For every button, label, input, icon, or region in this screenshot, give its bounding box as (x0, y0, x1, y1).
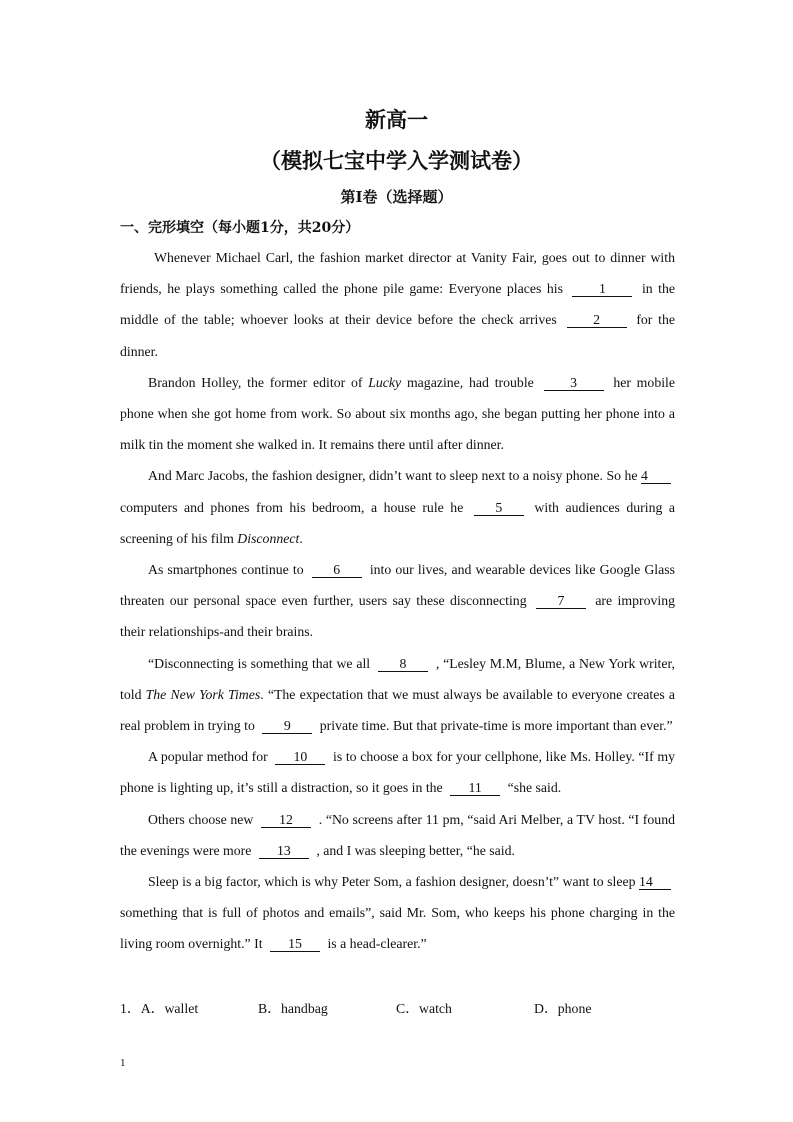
blank-10: 10 (275, 749, 325, 765)
option-b: B．handbag (258, 1001, 328, 1016)
text: private time. But that private-time is more important than ever.” (319, 718, 673, 734)
text: . “No screens after 11 pm, “said Ari Melber, a TV host. “I found the evenings were more (120, 811, 675, 858)
page-number: 1 (120, 1057, 126, 1069)
blank-14: 14 (639, 874, 671, 890)
text: . (299, 530, 303, 546)
text: . “The expectation that we must always be available to everyone creates a real problem in trying to (120, 686, 675, 734)
text: her mobile phone when she got home from work. So about six months ago, she began putting her phone into a milk tin the moment she walked in. It remains there until after dinner. (120, 374, 676, 453)
paragraph-6 (120, 741, 675, 803)
text: “Disconnecting is something that we all (148, 655, 371, 671)
blank-3: 3 (544, 375, 604, 391)
blank-13: 13 (259, 843, 309, 859)
blank-12: 12 (261, 812, 311, 828)
text: , and I was sleeping better, “he said. (316, 842, 515, 858)
text: Others choose new (148, 811, 254, 827)
text: , “Lesley M.M, Blume, a New York writer, told (120, 655, 676, 702)
blank-9: 9 (262, 718, 312, 734)
page-title: 新高一 (365, 107, 428, 132)
blank-4: 4 (641, 468, 671, 484)
page-subtitle: （模拟七宝中学入学测试卷） (260, 148, 533, 173)
blank-2: 2 (567, 312, 627, 328)
paragraph-3 (120, 460, 675, 554)
option-d: D．phone (534, 1001, 592, 1016)
text: is to choose a box for your cellphone, like Ms. Holley. “If my phone is lighting up, it’s still a distraction, so it goes in the (120, 749, 675, 796)
blank-5: 5 (474, 500, 524, 516)
blank-7: 7 (536, 593, 586, 609)
blank-8: 8 (378, 656, 428, 672)
text: for the dinner. (120, 312, 676, 359)
paragraph-4 (120, 554, 675, 648)
blank-1: 1 (572, 281, 632, 297)
paragraph-5 (120, 648, 675, 742)
paragraph-7 (120, 804, 675, 866)
text: magazine, had trouble (406, 374, 534, 390)
option-c: C．watch (396, 1001, 452, 1016)
part-heading: 第I卷（选择题） (340, 188, 453, 206)
text: A popular method for (148, 749, 268, 765)
text: with audiences during a screening of his film (120, 499, 676, 546)
blank-15: 15 (270, 936, 320, 952)
cloze-passage (120, 242, 675, 960)
text: Brandon Holley, the former editor of (148, 374, 363, 390)
paragraph-1 (120, 242, 675, 367)
text: in the middle of the table; whoever looks at their device before the check arrives (120, 281, 675, 328)
text: computers and phones from his bedroom, a house rule he (120, 499, 464, 515)
text: “she said. (507, 780, 562, 796)
text: are improving their relationships-and their brains. (120, 593, 675, 640)
text: And Marc Jacobs, the fashion designer, didn’t want to sleep next to a noisy phone. So he (148, 468, 638, 484)
paragraph-8 (120, 866, 675, 960)
newspaper-name: The New York Times (145, 686, 261, 702)
blank-6: 6 (312, 562, 362, 578)
section-heading: 一、完形填空（每小题1分，共20分） (120, 220, 360, 236)
text: Sleep is a big factor, which is why Peter Som, a fashion designer, doesn’t” want to sleep (148, 874, 636, 890)
text: is a head-clearer.” (327, 936, 427, 952)
text: something that is full of photos and emails”, said Mr. Som, who keeps his phone charging in the living room overnight.” It (120, 905, 675, 952)
paragraph-2 (120, 367, 675, 461)
blank-11: 11 (450, 780, 500, 796)
magazine-name: Lucky (368, 374, 402, 390)
text: Whenever Michael Carl, the fashion market director at Vanity Fair, goes out to dinner with friends, he plays something called the phone pile game: Everyone places his (120, 250, 675, 297)
text: into our lives, and wearable devices like Google Glass threaten our personal space even further, users say these disconnecting (120, 562, 676, 609)
film-name: Disconnect (237, 530, 300, 546)
option-a: 1．A．wallet (120, 1001, 199, 1016)
text: As smartphones continue to (148, 562, 304, 578)
